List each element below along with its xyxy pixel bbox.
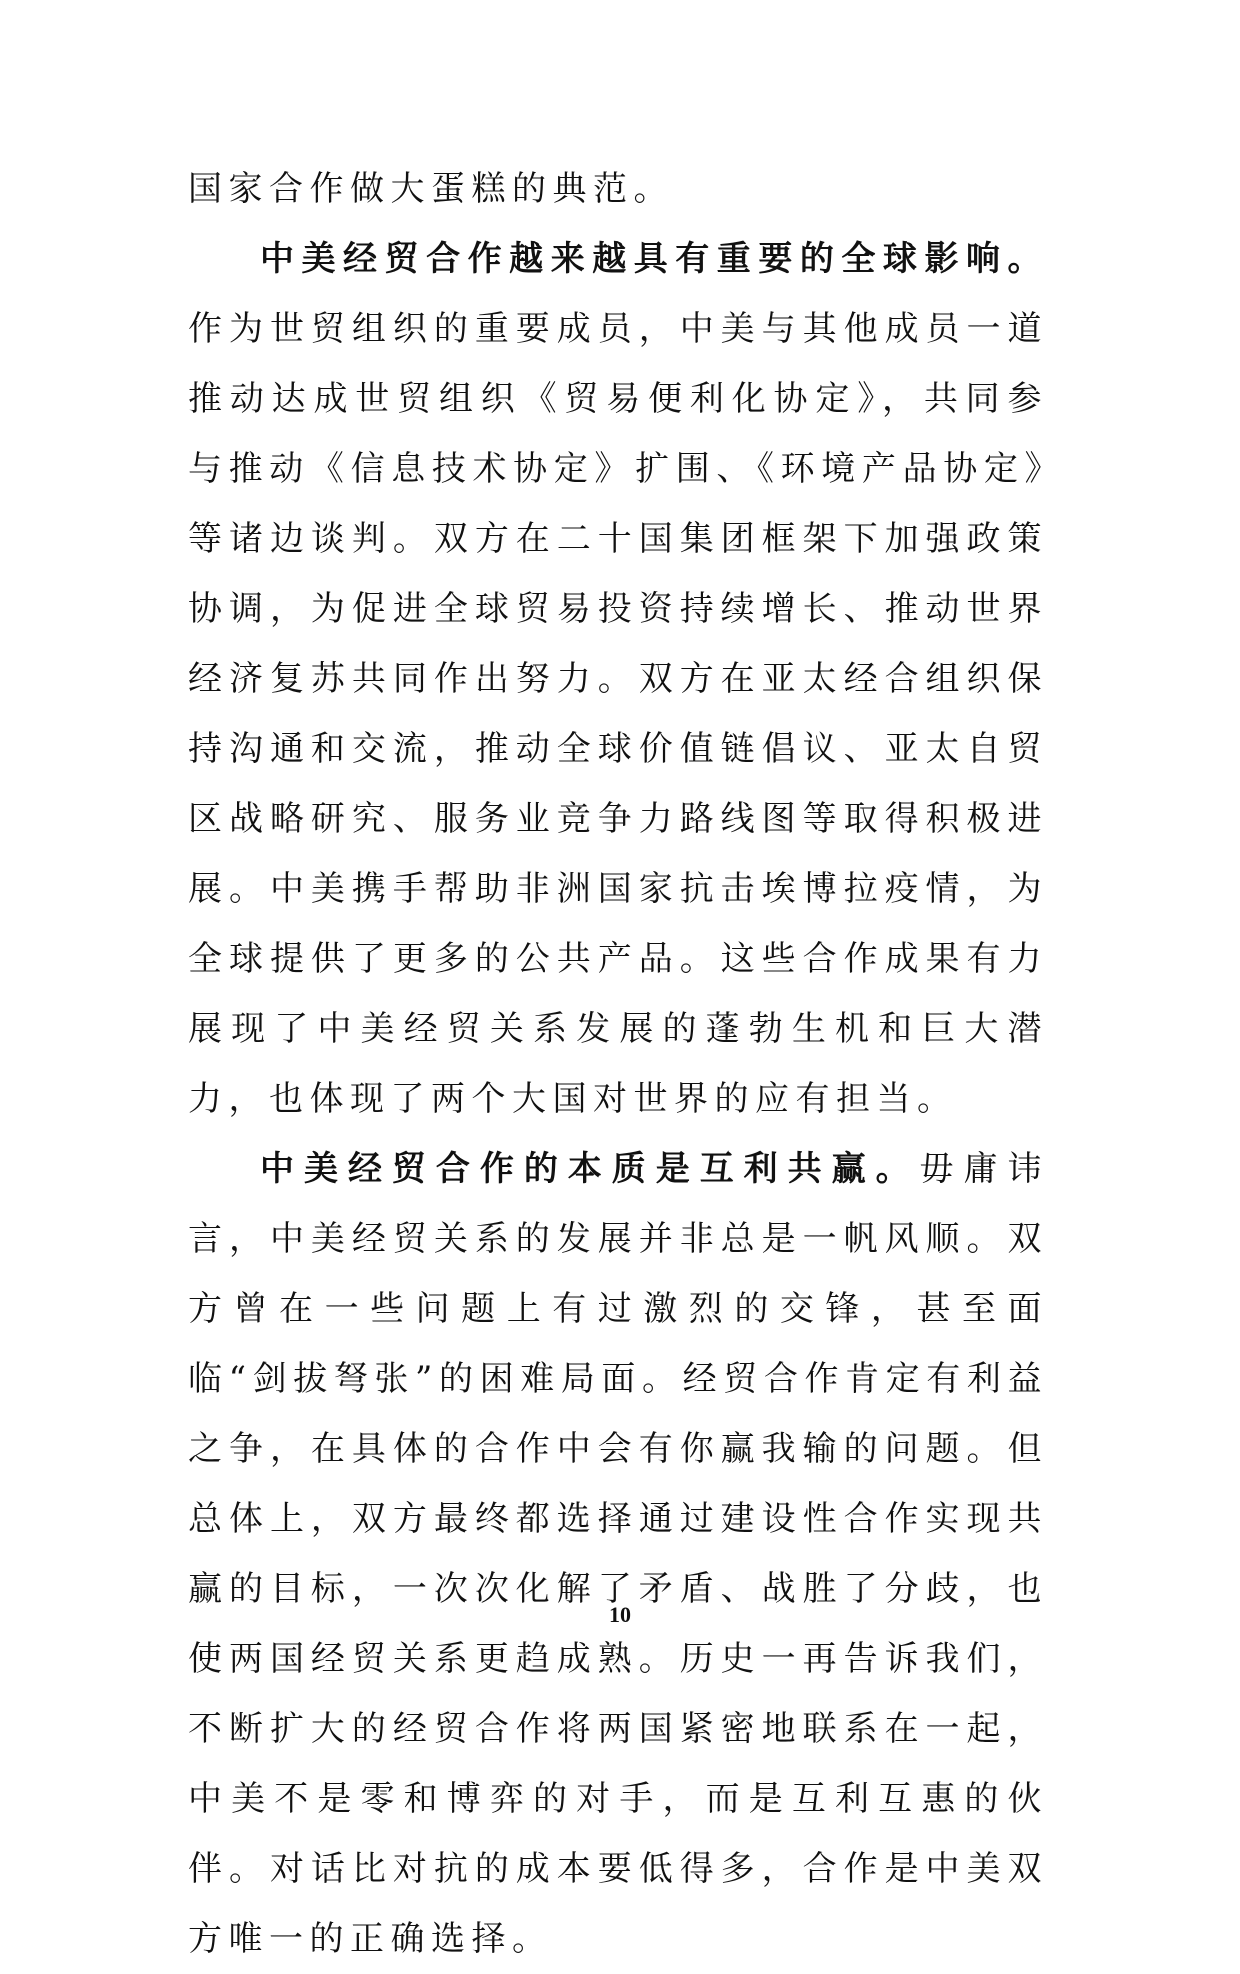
paragraph-mutual-benefit [188,1134,1048,1974]
paragraph-lead-heading: 中美经贸合作越来越具有重要的全球影响。 [260,239,1048,279]
paragraph-body: 国家合作做大蛋糕的典范。 [188,169,674,209]
paragraph-lead-heading: 中美经贸合作的本质是互利共赢。 [260,1149,920,1189]
paragraph-global-influence [188,224,1048,1134]
body-text [188,154,1048,1974]
paragraph-continued [188,154,1048,224]
paragraph-body: 作为世贸组织的重要成员，中美与其他成员一道推动达成世贸组织《贸易便利化协定》，共同参与推动《信息技术协定》扩围、《环境产品协定》等诸边谈判。双方在二十国集团框架下加强政策协调，为促进全球贸易投资持续增长、推动世界经济复苏共同作出努力。双方在亚太经合组织保持沟通和交流，推动全球价值链倡议、亚太自贸区战略研究、服务业竞争力路线图等取得积极进展。中美携手帮助非洲国家抗击埃博拉疫情，为全球提供了更多的公共产品。这些合作成果有力展现了中美经贸关系发展的蓬勃生机和巨大潜力，也体现了两个大国对世界的应有担当。 [188,309,1048,1119]
paragraph-body: 毋庸讳言，中美经贸关系的发展并非总是一帆风顺。双方曾在一些问题上有过激烈的交锋，甚至面临“剑拔弩张”的困难局面。经贸合作肯定有利益之争，在具体的合作中会有你赢我输的问题。但总体上，双方最终都选择通过建设性合作实现共赢的目标，一次次化解了矛盾、战胜了分歧，也使两国经贸关系更趋成熟。历史一再告诉我们，不断扩大的经贸合作将两国紧密地联系在一起，中美不是零和博弈的对手，而是互利互惠的伙伴。对话比对抗的成本要低得多，合作是中美双方唯一的正确选择。 [188,1149,1049,1959]
page-number: 10 [609,1602,631,1627]
